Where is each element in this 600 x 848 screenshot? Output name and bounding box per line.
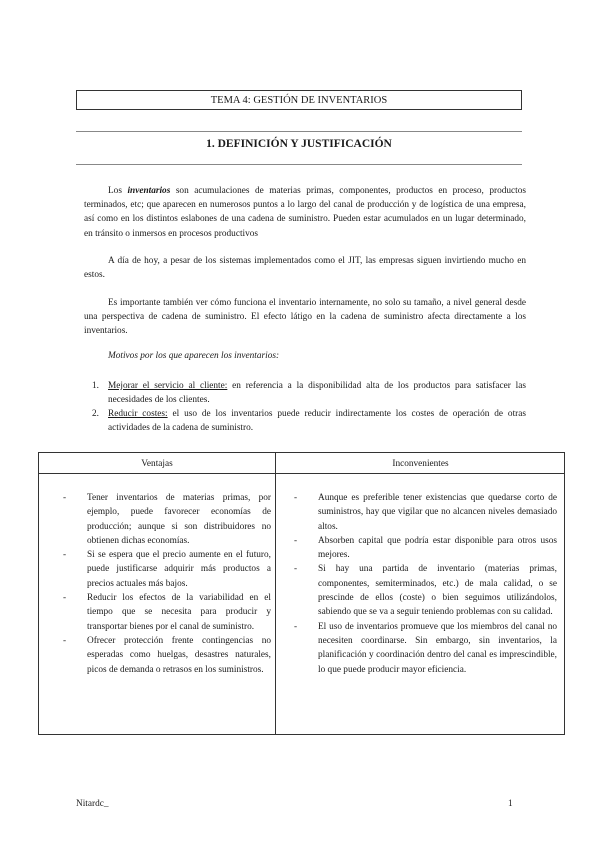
- list-item: [63, 491, 271, 548]
- inconveniente-text: Aunque es preferible tener existencias que quedarse corto de suministros, hay que vigilar que no alcancen niveles demasiado altos.: [318, 493, 557, 532]
- inconveniente-text: Si hay una partida de inventario (materias primas, componentes, semiterminados, etc.) de mala calidad, o se prescinde de ellos (coste) o bien seguimos utilizándolos, sabiendo que se va a seguir teniendo problemas con su calidad.: [318, 564, 557, 618]
- para1-rest: son acumulaciones de materias primas, componentes, productos en proceso, productos terminados, etc; que aparecen en numerosos puntos a lo largo del canal de producción y de logística de una empresa, así como en los distintos eslabones de una cadena de suministro. Pueden estar acumulados en un lugar determinado, en tránsito o inmersos en procesos productivos: [84, 186, 526, 239]
- topic-title-box: [76, 90, 522, 110]
- divider-top: [76, 131, 522, 132]
- dash-bullet: -: [294, 621, 298, 632]
- header-inconvenientes: Inconvenientes: [392, 459, 449, 469]
- para2-text: A día de hoy, a pesar de los sistemas implementados como el JIT, las empresas siguen invirtiendo mucho en estos.: [84, 256, 526, 281]
- ventaja-text: Tener inventarios de materias primas, por ejemplo, puede favorecer economías de producción; aunque si son distribuidores no obtienen dichas economías.: [87, 493, 271, 546]
- paragraph-efecto-latigo: [84, 296, 526, 339]
- list-item: [294, 491, 557, 534]
- dash-bullet: -: [294, 535, 298, 546]
- motivos-heading: Motivos por los que aparecen los inventarios:: [108, 351, 280, 361]
- dash-bullet: -: [63, 550, 67, 561]
- pros-cons-table: [38, 452, 565, 735]
- para3-text: Es importante también ver cómo funciona el inventario internamente, no solo su tamaño, a nivel general desde una perspectiva de cadena de suministro. El efecto látigo en la cadena de suministro afecta directamente a los inventarios.: [84, 298, 526, 337]
- header-ventajas: Ventajas: [141, 459, 173, 469]
- term-inventarios: inventarios: [127, 186, 171, 196]
- ventaja-text: Ofrecer protección frente contingencias no esperadas como huelgas, desastres naturales, picos de demanda o retrasos en los suministros.: [87, 635, 271, 675]
- reason-title: Reducir costes:: [108, 409, 168, 419]
- inconveniente-text: Absorben capital que podría estar disponible para otros usos mejores.: [318, 535, 557, 561]
- topic-title: TEMA 4: GESTIÓN DE INVENTARIOS: [210, 95, 388, 106]
- reason-title: Mejorar el servicio al cliente:: [108, 381, 228, 391]
- footer-author: Nitardc_: [76, 799, 109, 809]
- ventaja-text: Reducir los efectos de la variabilidad en el tiempo que se necesita para producir y transportar bienes por el canal de suministro.: [87, 593, 271, 632]
- list-item: [63, 591, 271, 634]
- paragraph-jit: [84, 254, 526, 282]
- paragraph-definition: [84, 184, 526, 241]
- reasons-list: [84, 379, 526, 435]
- reason-text: en referencia a la disponibilidad alta de los productos para satisfacer las necesidades de los clientes.: [108, 381, 526, 405]
- dash-bullet: -: [294, 564, 298, 575]
- ventajas-list: [63, 491, 271, 677]
- divider-bottom: [76, 164, 522, 165]
- list-item: [63, 634, 271, 677]
- reason-item: [84, 407, 526, 435]
- reason-item: [84, 379, 526, 407]
- reason-number: 2.: [92, 409, 99, 419]
- footer-page-number: 1: [508, 799, 513, 809]
- para1-lead: Los: [108, 186, 128, 196]
- table-column-divider: [275, 453, 276, 734]
- section-title: 1. DEFINICIÓN Y JUSTIFICACIÓN: [206, 138, 392, 150]
- dash-bullet: -: [63, 635, 67, 646]
- dash-bullet: -: [63, 493, 67, 503]
- list-item: [294, 562, 557, 619]
- reason-text: el uso de los inventarios puede reducir indirectamente los costes de operación de otras actividades de la cadena de suministro.: [108, 409, 526, 433]
- list-item: [294, 534, 557, 563]
- inconvenientes-list: [294, 491, 557, 677]
- inconveniente-text: El uso de inventarios promueve que los miembros del canal no necesiten coordinarse. Sin embargo, sin inventarios, la planificación y coordinación dentro del canal es imprescindible, lo que puede producir mayor eficiencia.: [318, 621, 557, 675]
- dash-bullet: -: [63, 593, 67, 604]
- list-item: [294, 620, 557, 677]
- reason-number: 1.: [92, 381, 99, 391]
- list-item: [63, 548, 271, 591]
- ventaja-text: Si se espera que el precio aumente en el futuro, puede justificarse adquirir más productos a precios actuales más bajos.: [87, 550, 271, 589]
- dash-bullet: -: [294, 493, 298, 503]
